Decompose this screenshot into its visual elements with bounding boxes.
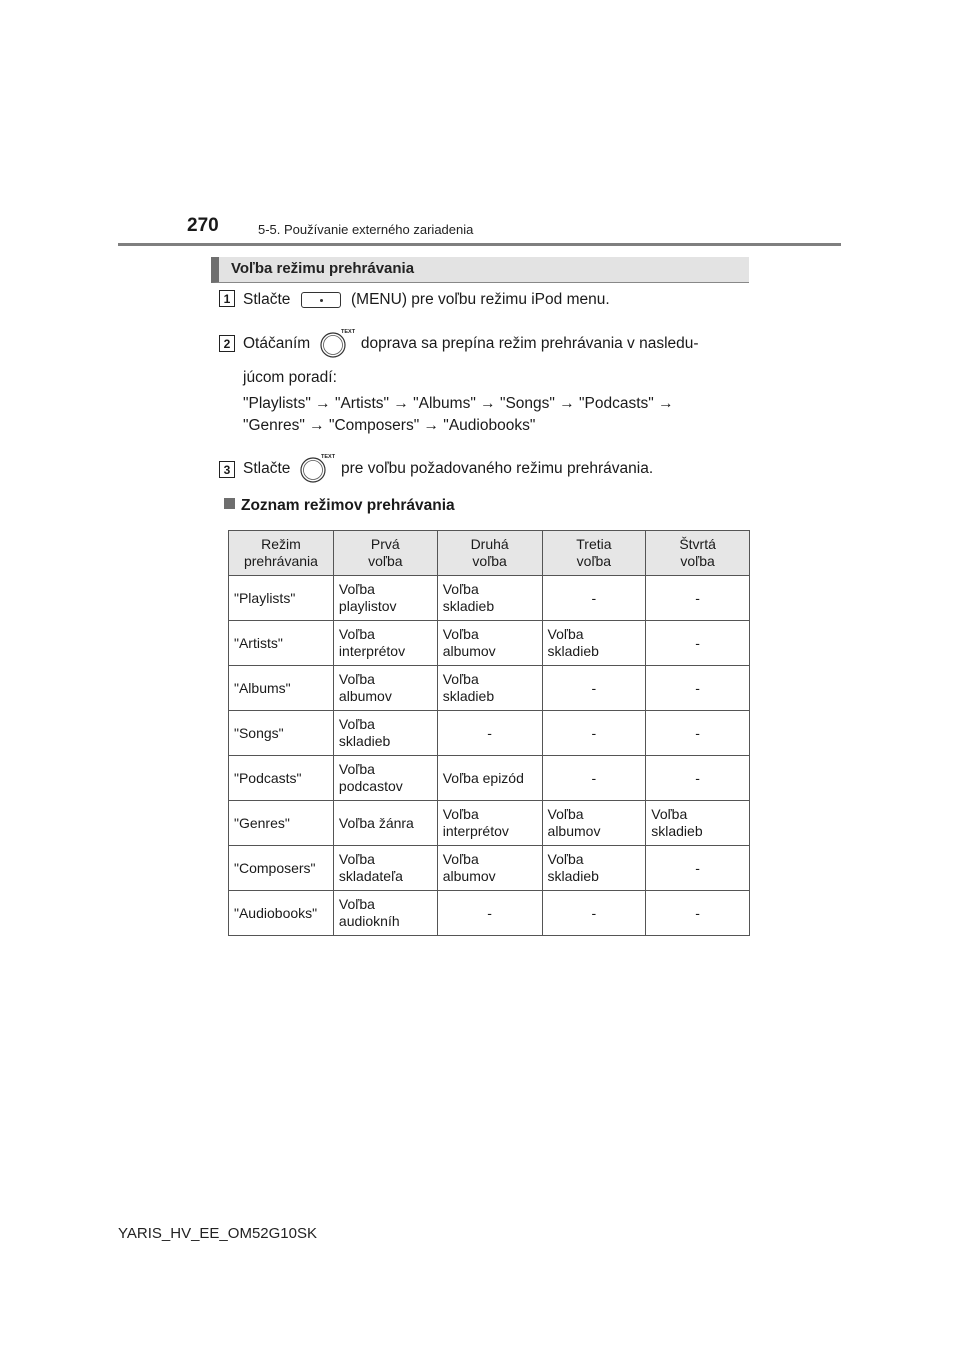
- header-line: prehrávania: [243, 553, 318, 569]
- cell-line: "Genres": [234, 814, 290, 831]
- table-cell: [437, 801, 542, 846]
- table-cell: [229, 576, 334, 621]
- table-cell: [437, 576, 542, 621]
- header-line: Štvrtá: [679, 536, 716, 552]
- header-line: voľba: [576, 553, 612, 569]
- table-cell: [229, 711, 334, 756]
- table-cell: [333, 576, 437, 621]
- cell-line: Voľba epizód: [442, 769, 524, 786]
- table-row: [229, 711, 750, 756]
- table-cell: [542, 711, 646, 756]
- cell-line: Voľba: [442, 581, 479, 597]
- table-cell: [646, 711, 750, 756]
- cell-line: Voľba: [442, 851, 479, 867]
- table-cell: [646, 621, 750, 666]
- table-cell: [437, 846, 542, 891]
- cell-line: -: [487, 904, 492, 921]
- step-2-text: [243, 327, 699, 361]
- step-3-before: Stlačte: [243, 460, 291, 478]
- cell-line: -: [591, 724, 597, 741]
- cell-line: -: [487, 724, 492, 741]
- menu-button-icon: [301, 292, 341, 308]
- table-cell: [229, 666, 334, 711]
- cell-line: Voľba: [547, 806, 584, 822]
- table-cell: [646, 846, 750, 891]
- step-1-before: Stlačte: [243, 291, 291, 308]
- cell-line: albumov: [338, 688, 392, 704]
- table-cell: [333, 891, 437, 936]
- step-badge-2: 2: [219, 335, 235, 352]
- cell-line: -: [695, 724, 700, 741]
- header-line: Prvá: [370, 536, 400, 552]
- cell-line: Voľba: [442, 671, 479, 687]
- cell-line: albumov: [442, 868, 496, 884]
- table-cell: [437, 711, 542, 756]
- table-cell: [542, 756, 646, 801]
- table-cell: [437, 666, 542, 711]
- cell-line: skladieb: [547, 868, 599, 884]
- table-cell: [229, 801, 334, 846]
- cell-line: "Podcasts": [234, 769, 302, 786]
- table-header-cell: [333, 531, 437, 576]
- cell-line: Voľba: [338, 716, 375, 732]
- table-cell: [333, 666, 437, 711]
- cell-line: Voľba: [338, 626, 375, 642]
- cell-line: Voľba: [338, 671, 375, 687]
- table-header-cell: [437, 531, 542, 576]
- header-line: Tretia: [576, 536, 612, 552]
- table-header-cell: [229, 531, 334, 576]
- cell-line: -: [695, 904, 700, 921]
- table-cell: [229, 756, 334, 801]
- cell-line: skladieb: [442, 598, 495, 614]
- table-cell: [437, 891, 542, 936]
- cell-line: skladieb: [338, 733, 391, 749]
- cell-line: -: [695, 769, 700, 786]
- cell-line: -: [695, 679, 700, 696]
- cell-line: -: [591, 589, 597, 606]
- header-line: voľba: [472, 553, 507, 569]
- cell-line: Voľba: [547, 626, 584, 642]
- table-row: [229, 576, 750, 621]
- mode-sequence-line-1: "Playlists" → "Artists" → "Albums" → "Songs" → "Podcasts" →: [243, 395, 674, 412]
- cell-line: "Songs": [234, 724, 284, 741]
- table-cell: [229, 846, 334, 891]
- header-line: voľba: [368, 553, 403, 569]
- table-header-cell: [646, 531, 750, 576]
- document-code: YARIS_HV_EE_OM52G10SK: [118, 1225, 317, 1242]
- step-2-after: doprava sa prepína režim prehrávania v nasledu-: [360, 335, 699, 353]
- cell-line: "Playlists": [234, 589, 296, 606]
- cell-line: playlistov: [338, 598, 397, 614]
- cell-line: interprétov: [442, 823, 509, 839]
- page-number: 270: [187, 215, 219, 236]
- table-header-cell: [542, 531, 646, 576]
- table-cell: [646, 666, 750, 711]
- table-cell: [229, 621, 334, 666]
- cell-line: Voľba žánra: [338, 814, 414, 831]
- knob-label: TEXT: [340, 329, 355, 335]
- table-cell: [333, 711, 437, 756]
- table-row: [229, 666, 750, 711]
- step-2-continuation: júcom poradí:: [243, 369, 337, 386]
- subsection-title: Zoznam režimov prehrávania: [241, 497, 455, 514]
- cell-line: Voľba: [338, 896, 375, 912]
- step-2-before: Otáčaním: [243, 335, 311, 353]
- table-cell: [542, 891, 646, 936]
- cell-line: "Albums": [234, 679, 291, 696]
- cell-line: Voľba: [547, 851, 584, 867]
- cell-line: -: [695, 589, 700, 606]
- table-cell: [646, 801, 750, 846]
- table-row: [229, 846, 750, 891]
- table-cell: [333, 846, 437, 891]
- tune-knob-icon: [299, 452, 333, 486]
- table-cell: [542, 666, 646, 711]
- step-1-text: [243, 291, 610, 309]
- cell-line: audiokníh: [338, 913, 400, 929]
- step-badge-1: 1: [219, 290, 235, 307]
- cell-line: -: [591, 904, 597, 921]
- cell-line: Voľba: [338, 581, 375, 597]
- table-cell: [333, 801, 437, 846]
- cell-line: "Audiobooks": [234, 904, 318, 921]
- table-cell: [229, 891, 334, 936]
- header-line: Režim: [261, 536, 301, 552]
- square-bullet-icon: [224, 498, 235, 509]
- cell-line: interprétov: [338, 643, 406, 659]
- table-cell: [542, 801, 646, 846]
- cell-line: skladieb: [547, 643, 599, 659]
- cell-line: Voľba: [338, 761, 375, 777]
- table-row: [229, 891, 750, 936]
- section-title: Voľba režimu prehrávania: [231, 260, 415, 277]
- section-bar: [211, 257, 749, 283]
- table-cell: [646, 891, 750, 936]
- knob-label: TEXT: [320, 454, 335, 460]
- cell-line: -: [591, 679, 597, 696]
- cell-line: albumov: [547, 823, 601, 839]
- chapter-title: 5-5. Používanie externého zariadenia: [258, 222, 474, 237]
- table-row: [229, 756, 750, 801]
- cell-line: Voľba: [338, 851, 375, 867]
- subsection-heading: [224, 497, 455, 515]
- table-cell: [437, 756, 542, 801]
- table-cell: [542, 621, 646, 666]
- mode-sequence-line-2: "Genres" → "Composers" → "Audiobooks": [243, 417, 536, 434]
- cell-line: Voľba: [442, 626, 479, 642]
- cell-line: albumov: [442, 643, 496, 659]
- cell-line: -: [695, 634, 700, 651]
- step-badge-3: 3: [219, 461, 235, 478]
- header-line: Druhá: [470, 536, 509, 552]
- playback-modes-table: [228, 530, 750, 936]
- cell-line: skladieb: [442, 688, 495, 704]
- step-1-after: (MENU) pre voľbu režimu iPod menu.: [351, 291, 610, 308]
- table-cell: [437, 621, 542, 666]
- header-rule: [118, 243, 841, 246]
- table-cell: [542, 576, 646, 621]
- table-row: [229, 801, 750, 846]
- table-header-row: [229, 531, 750, 576]
- step-3-after: pre voľbu požadovaného režimu prehrávania.: [341, 460, 654, 478]
- cell-line: Voľba: [651, 806, 688, 822]
- table-cell: [646, 756, 750, 801]
- cell-line: skladateľa: [338, 868, 403, 884]
- cell-line: -: [695, 859, 700, 876]
- cell-line: "Artists": [234, 634, 283, 651]
- table-cell: [333, 621, 437, 666]
- table-cell: [646, 576, 750, 621]
- header-line: voľba: [680, 553, 715, 569]
- step-3-text: [243, 452, 653, 486]
- table-cell: [333, 756, 437, 801]
- table-row: [229, 621, 750, 666]
- cell-line: -: [591, 769, 597, 786]
- cell-line: "Composers": [234, 859, 316, 876]
- table-cell: [542, 846, 646, 891]
- cell-line: podcastov: [338, 778, 403, 794]
- cell-line: skladieb: [651, 823, 703, 839]
- tune-knob-icon: [319, 327, 353, 361]
- cell-line: Voľba: [442, 806, 479, 822]
